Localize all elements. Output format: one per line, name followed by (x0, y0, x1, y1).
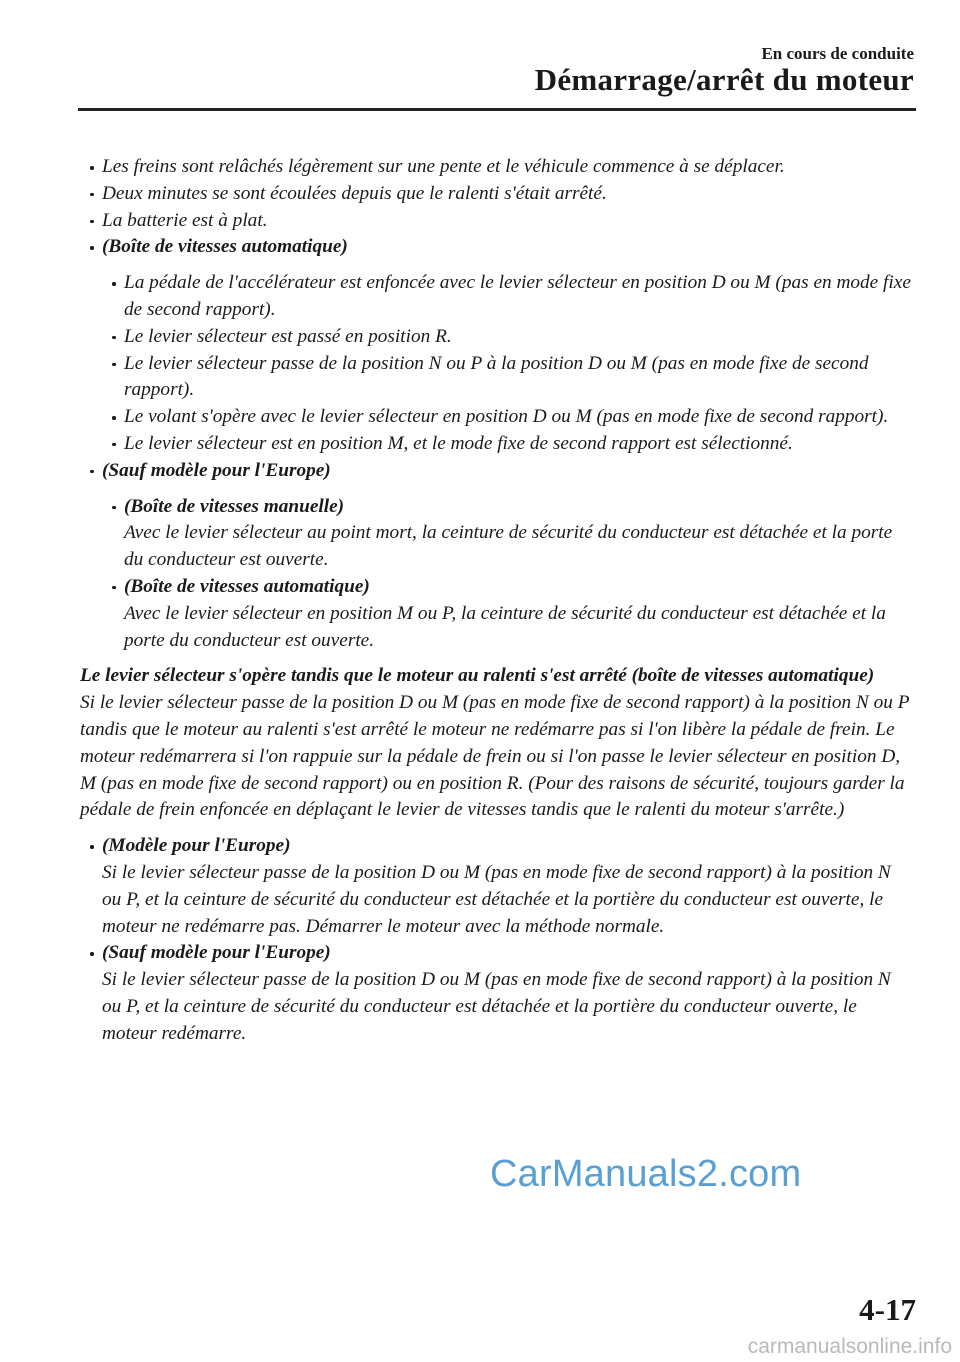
page-content (80, 154, 914, 1048)
bullet-item (80, 940, 914, 1047)
bullet-item: Les freins sont relâchés légèrement sur une pente et le véhicule commence à se déplacer. (80, 154, 914, 181)
header-section-label: En cours de conduite (761, 44, 914, 63)
bullet-text: Si le levier sélecteur passe de la position D ou M (pas en mode fixe de second rapport) à la position N ou P, et la ceinture de sécurité du conducteur est détachée et la portière du conducteur est ouverte, le moteur ne redémarre pas. Démarrer le moteur avec la méthode normale. (102, 861, 891, 937)
bullet-text: Si le levier sélecteur passe de la position D ou M (pas en mode fixe de second rapport) à la position N ou P, et la ceinture de sécurité du conducteur est détachée et la portière du conducteur ouverte, le moteur redémarre. (102, 969, 891, 1044)
bullet-heading-automatic: (Boîte de vitesses automatique) (80, 234, 914, 261)
sub-bullet-item: La pédale de l'accélérateur est enfoncée avec le levier sélecteur en position D ou M (pas en mode fixe de second rapport). (102, 270, 914, 324)
watermark-footer-url: carmanualsonline.info (747, 1335, 952, 1358)
sub-bullet-item (102, 494, 914, 574)
page-title: Démarrage/arrêt du moteur (534, 62, 914, 97)
bullet-heading: (Modèle pour l'Europe) (102, 835, 291, 857)
section-body: Si le levier sélecteur passe de la position D ou M (pas en mode fixe de second rapport) à la position N ou P tandis que le moteur au ralenti s'est arrêté le moteur ne redémarre pas si l'on libère la pédale de frein. Le moteur redémarrera si l'on rappuie sur la pédale de frein ou si l'on passe le levier sélecteur en position D, M (pas en mode fixe de second rapport) ou en position R. (Pour des raisons de sécurité, toujours garder la pédale de frein enfoncée en déplaçant le levier de vitesses tandis que le ralenti du moteur s'arrête.) (80, 692, 910, 821)
bullet-item: Deux minutes se sont écoulées depuis que le ralenti s'était arrêté. (80, 181, 914, 208)
sub-bullet-item: Le volant s'opère avec le levier sélecteur en position D ou M (pas en mode fixe de second rapport). (102, 404, 914, 431)
sub-bullet-text: Avec le levier sélecteur au point mort, la ceinture de sécurité du conducteur est détachée et la porte du conducteur est ouverte. (124, 522, 893, 571)
sub-bullet-item (102, 574, 914, 654)
section-heading: Le levier sélecteur s'opère tandis que le moteur au ralenti s'est arrêté (boîte de vitesses automatique) (80, 665, 875, 687)
bullet-item (80, 833, 914, 940)
sub-bullet-heading: (Boîte de vitesses automatique) (124, 575, 370, 597)
sub-bullet-item: Le levier sélecteur est passé en position R. (102, 324, 914, 351)
sub-bullet-text: Avec le levier sélecteur en position M ou P, la ceinture de sécurité du conducteur est détachée et la porte du conducteur est ouverte. (124, 602, 886, 651)
bullet-heading-except-europe: (Sauf modèle pour l'Europe) (80, 458, 914, 485)
bullet-heading: (Sauf modèle pour l'Europe) (102, 942, 331, 964)
sub-bullet-item: Le levier sélecteur passe de la position N ou P à la position D ou M (pas en mode fixe de second rapport). (102, 351, 914, 405)
bullet-item: La batterie est à plat. (80, 208, 914, 235)
sub-bullet-heading: (Boîte de vitesses manuelle) (124, 495, 345, 517)
page-number: 4-17 (859, 1292, 916, 1327)
header-divider (78, 108, 916, 111)
watermark-carmanuals2: CarManuals2.com (490, 1153, 802, 1195)
sub-bullet-item: Le levier sélecteur est en position M, et le mode fixe de second rapport est sélectionné. (102, 431, 914, 458)
